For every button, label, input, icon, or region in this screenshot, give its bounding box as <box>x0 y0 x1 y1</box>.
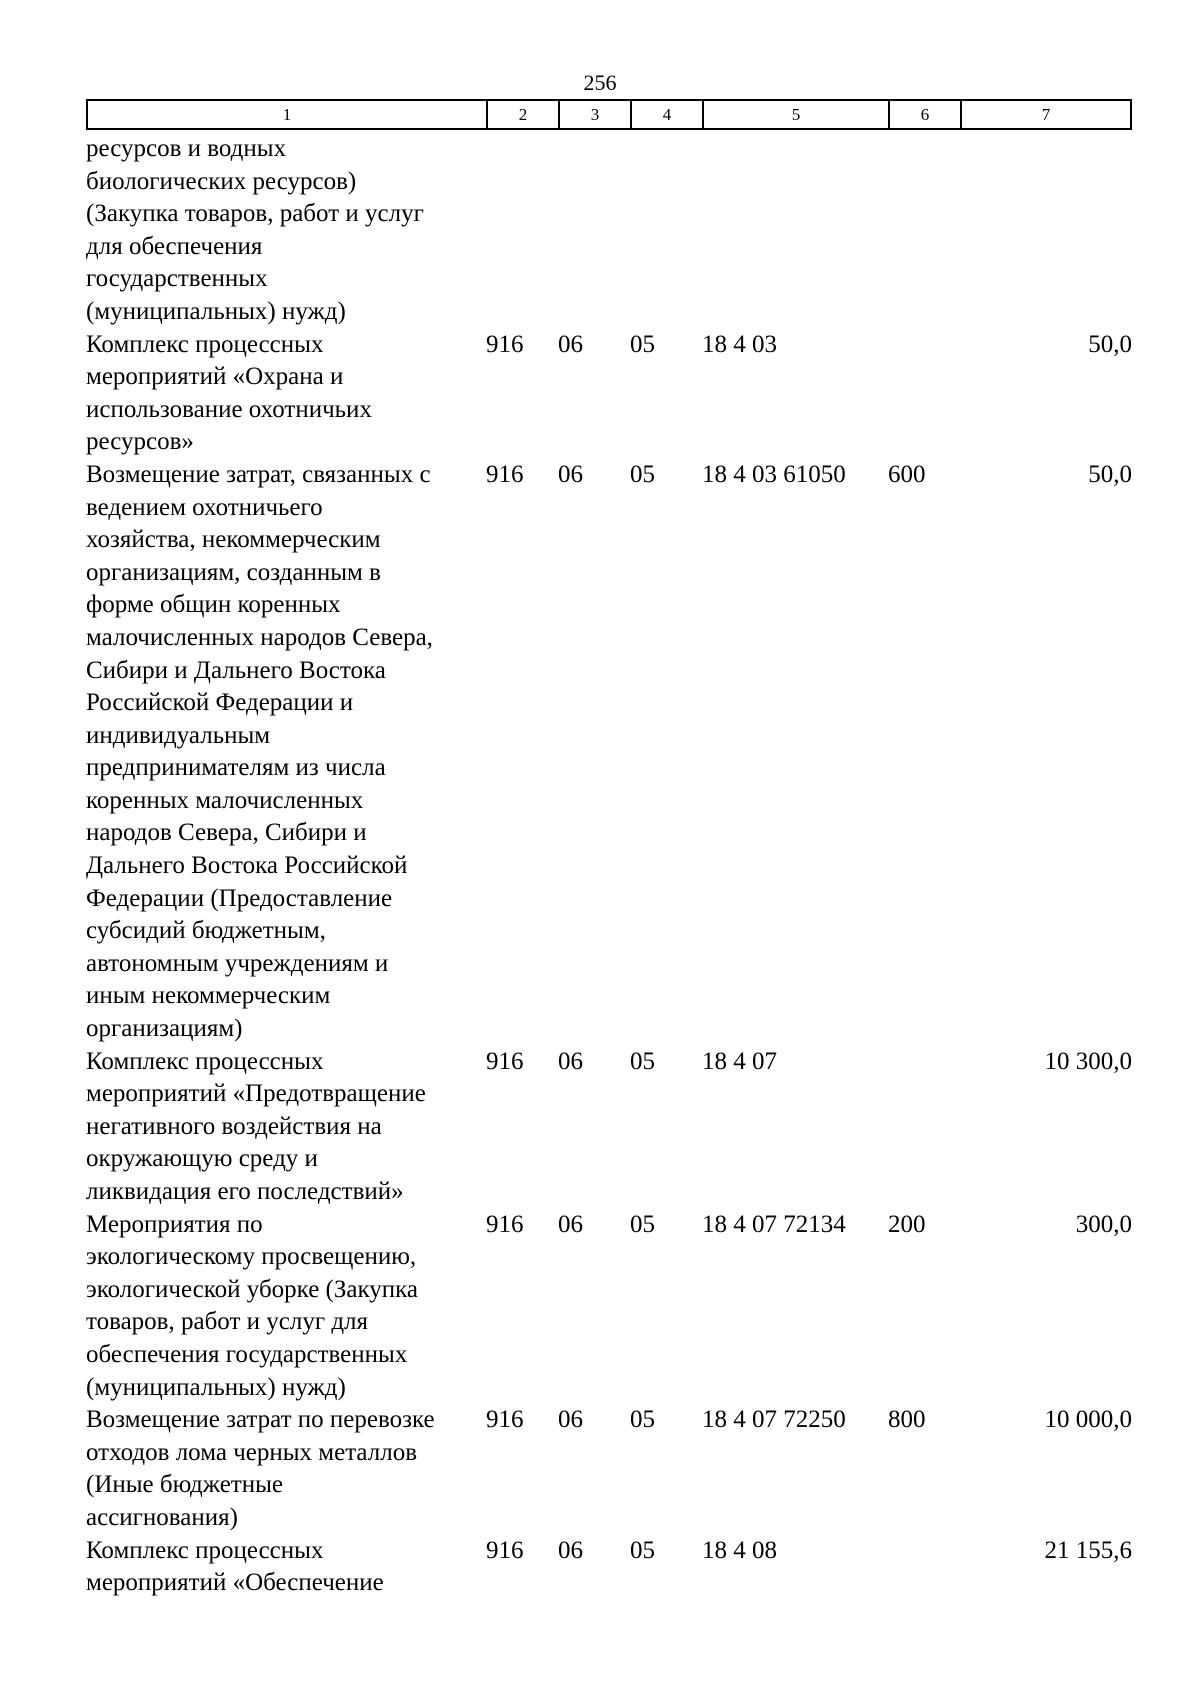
header-col-1: 1 <box>88 101 488 128</box>
row-col-4: 05 <box>630 330 655 358</box>
row-col-2: 916 <box>486 1210 524 1238</box>
row-col-7: 50,0 <box>1088 460 1132 488</box>
header-col-2: 2 <box>488 101 560 128</box>
row-col-7: 10 000,0 <box>1044 1406 1132 1434</box>
header-col-6: 6 <box>890 101 962 128</box>
row-col-3: 06 <box>558 460 583 488</box>
row-col-3: 06 <box>558 330 583 358</box>
header-col-7: 7 <box>1041 105 1051 124</box>
row-col-4: 05 <box>630 1047 655 1075</box>
table-header <box>86 99 1132 130</box>
row-col-6 <box>888 329 960 459</box>
row-col-4: 05 <box>630 1536 655 1564</box>
row-col-7: 21 155,6 <box>1044 1536 1132 1564</box>
table-row <box>86 1046 1132 1209</box>
header-col-3: 3 <box>560 101 632 128</box>
row-col-6 <box>888 1046 960 1209</box>
row-col-5: 18 4 07 72250 <box>702 1406 846 1434</box>
header-col-5: 5 <box>704 101 890 128</box>
row-name: Комплекс процессных мероприятий «Предотвращение негативного воздействия на окружающую среду и ликвидация его последствий» <box>86 1047 426 1205</box>
row-col-7: 300,0 <box>1075 1210 1132 1238</box>
row-col-6 <box>888 133 960 329</box>
row-col-2 <box>486 133 558 329</box>
row-col-6 <box>888 1535 960 1600</box>
row-name: Комплекс процессных мероприятий «Обеспечение <box>86 1536 384 1597</box>
table-row <box>86 1535 1132 1600</box>
table-body <box>86 133 1132 1600</box>
page-number: 256 <box>583 70 617 95</box>
table-row <box>86 1404 1132 1534</box>
table-row <box>86 133 1132 329</box>
row-name: Мероприятия по экологическому просвещению, экологической уборке (Закупка товаров, работ и услуг для обеспечения государственных (муниципальных) нужд) <box>86 1210 419 1401</box>
row-col-5: 18 4 03 <box>702 330 777 358</box>
row-col-2: 916 <box>486 1406 524 1434</box>
row-col-3: 06 <box>558 1406 583 1434</box>
row-name: Возмещение затрат, связанных с ведением охотничьего хозяйства, некоммерческим организациям, созданным в форме общин коренных малочисленных народов Севера, Сибири и Дальнего Востока Российской Федерации и индивидуальным предпринимателям из числа коренных малочисленных народов Севера, Сибири и Дальнего Востока Российской Федерации (Предоставление субсидий бюджетным, автономным учреждениям и иным некоммерческим организациям) <box>86 460 433 1043</box>
row-col-5: 18 4 03 61050 <box>702 460 846 488</box>
row-col-2: 916 <box>486 1047 524 1075</box>
table-row <box>86 1209 1132 1405</box>
table-row <box>86 329 1132 459</box>
row-col-3 <box>558 133 630 329</box>
header-col-4: 4 <box>632 101 704 128</box>
row-col-4: 05 <box>630 1406 655 1434</box>
row-col-6: 800 <box>888 1406 926 1434</box>
row-col-3: 06 <box>558 1536 583 1564</box>
row-col-4: 05 <box>630 460 655 488</box>
row-name: ресурсов и водных биологических ресурсов) (Закупка товаров, работ и услуг для обеспечения государственных (муниципальных) нужд) <box>86 135 424 325</box>
row-col-7: 10 300,0 <box>1044 1047 1132 1075</box>
row-col-6: 600 <box>888 460 926 488</box>
row-col-5: 18 4 08 <box>702 1536 777 1564</box>
row-col-2: 916 <box>486 330 524 358</box>
row-col-4: 05 <box>630 1210 655 1238</box>
row-col-4 <box>630 133 702 329</box>
row-col-5: 18 4 07 72134 <box>702 1210 846 1238</box>
row-col-2: 916 <box>486 1536 524 1564</box>
row-col-6: 200 <box>888 1210 926 1238</box>
row-col-5: 18 4 07 <box>702 1047 777 1075</box>
row-col-7: 50,0 <box>1088 330 1132 358</box>
row-col-2: 916 <box>486 460 524 488</box>
row-col-3: 06 <box>558 1210 583 1238</box>
row-col-3: 06 <box>558 1047 583 1075</box>
row-name: Комплекс процессных мероприятий «Охрана и использование охотничьих ресурсов» <box>86 330 372 456</box>
row-col-7 <box>960 133 1132 329</box>
table-row <box>86 459 1132 1046</box>
row-col-5 <box>702 133 888 329</box>
row-name: Возмещение затрат по перевозке отходов лома черных металлов (Иные бюджетные ассигнования) <box>86 1406 435 1531</box>
